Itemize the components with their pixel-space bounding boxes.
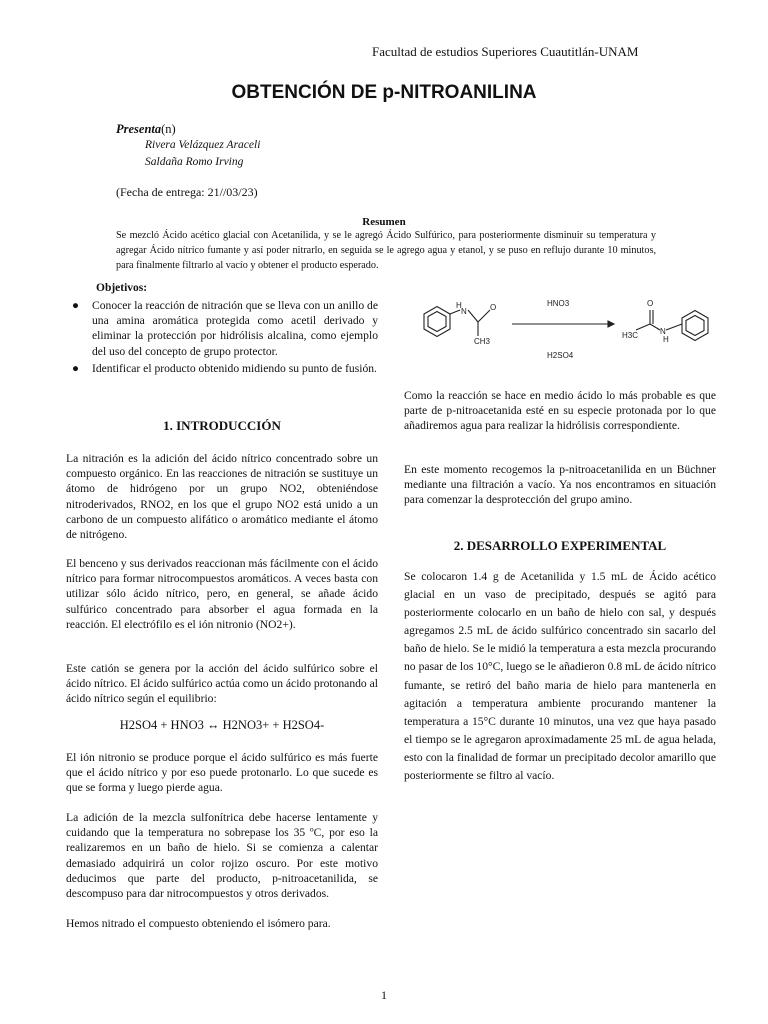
bullet-icon: ● [72,299,80,312]
institution-header: Facultad de estudios Superiores Cuautitlán-UNAM [372,44,639,59]
intro-paragraph-5: La adición de la mezcla sulfonítrica debe hacerse lentamente y cuidando que la temperatura no sobrepase los 35 ºC, por eso la realizaremos en un baño de hielo. Si se comienza a calentar demasiado adquirirá un color rojizo oscuro. Por este motivo deducimos que parte del producto, p-nitroacetanilida, se descompuso para dar nitrocompuestos y otros derivados. [66,811,378,901]
bullet-icon: ● [72,361,80,375]
objective-item: ● Identificar el producto obtenido midiendo su punto de fusión. [72,361,377,375]
intro-paragraph-3: Este catión se genera por la acción del ácido sulfúrico sobre el ácido nítrico. El ácido sulfúrico actúa como un ácido protonando al ácido nítrico según el equilibrio: [66,662,378,706]
reagent-top: HNO3 [547,299,570,308]
objectives-list [66,298,378,378]
intro-paragraph-4: El ión nitronio se produce porque el ácido sulfúrico es más fuerte que el ácido nítrico y por eso puede protonarlo. Lo que sucede es que se forma y luego pierde agua. [66,751,378,795]
section2-text: Se colocaron 1.4 g de Acetanilida y 1.5 mL de Ácido acético glacial en un vaso de precipitado, después se agitó para posteriormente colocarlo en un baño de hielo con sal, y después agregamos 2.5 mL de ácido sulfúrico concentrado sin sacarlo del baño de hielo. Se le midió la temperatura a esta mezcla procurando no pasar de los 10°C, luego se le añadieron 0.8 mL de ácido nítrico fumante, se retiró del baño maria de hielo para mantenerla en agitación a temperatura ambiente procurando mantener la temperatura a 15°C durante 10 minutos, una vez que haya pasado el tiempo se le agregaron aproximadamente 25 mL de agua helada, esto con la finalidad de formar un precipitado decolor amarillo que posteriormente se filtro al vacío. [404,570,716,783]
benzene-ring-left-inner [428,312,446,332]
section2-heading: 2. DESARROLLO EXPERIMENTAL [453,538,667,553]
reagent-bottom: H2SO4 [547,351,574,360]
author-2: Saldaña Romo Irving [145,156,244,168]
label-h3c-right: H3C [622,331,639,340]
label-o-left: O [490,303,497,312]
right-paragraph-1: Como la reacción se hace en medio ácido lo más probable es que parte de p-nitroacetanida esté en su especie protonada por lo que añadiremos agua para realizar la hidrólisis correspondiente. [404,389,716,433]
objectives-heading: Objetivos: [96,282,148,294]
page-title: OBTENCIÓN DE p-NITROANILINA [231,82,537,103]
author-1: Rivera Velázquez Araceli [145,139,261,151]
intro-paragraph-1: La nitración es la adición del ácido nítrico concentrado sobre un compuesto orgánico. En las reacciones de nitración se sustituye un átomo de hidrógeno por un grupo NO2, obteniéndose nitroderivados, RNO2, en los que el grupo NO2 está unido a un carbono de un compuesto alifático o aromático mediante el átomo de nitrógeno. [66,452,378,542]
label-n-right: N [660,327,666,336]
label-n-left: N [461,307,467,316]
right-paragraph-2: En este momento recogemos la p-nitroacetanilida en un Büchner mediante una filtración a vacío. Ya nos encontramos en situación para comenzar la desprotección del grupo amino. [404,463,716,507]
benzene-ring-right-inner [686,316,704,336]
label-o-right: O [647,299,654,308]
arrow-head [608,321,614,327]
equilibrium-equation: H2SO4 + HNO3 ↔ H2NO3+ + H2SO4- [119,718,325,732]
intro-paragraph-6: Hemos nitrado el compuesto obteniendo el isómero para. [66,917,331,930]
abstract-heading: Resumen [362,216,406,228]
delivery-date: (Fecha de entrega: 21//03/23) [116,185,258,199]
page-number: 1 [381,988,387,1002]
reaction-scheme [404,290,716,380]
intro-heading: 1. INTRODUCCIÓN [163,418,281,433]
presenta-line [116,122,176,137]
presenta-label: Presenta [116,122,162,136]
abstract-text: Se mezcló Ácido acético glacial con Acetanilida, y se le agregó Ácido Sulfúrico, para posteriormente disminuir su temperatura y agregar Ácido nítrico fumante y así poder nitrarlo, en seguida se le agrego agua y etanol, y se puso en reflujo durante 10 minutos, para finalmente filtrarlo al vacío y obtener el producto esperado. [116,230,656,271]
label-h-right: H [663,335,669,344]
label-h-left: H [456,301,462,310]
intro-paragraph-2: El benceno y sus derivados reaccionan más fácilmente con el ácido nítrico para formar nitrocompuestos aromáticos. A veces basta con utilizar sólo ácido nítrico, pero, en general, se añade ácido sulfúrico concentrado para absorber el agua formada en la reacción. El electrófilo es el ión nitronio (NO2+). [66,557,378,631]
label-ch3-left: CH3 [474,337,491,346]
presenta-suffix: (n) [161,122,176,136]
objective-item: ● Conocer la reacción de nitración que se lleva con un anillo de una amina aromática protegida como acetil derivado y eliminar la protección por hidrólisis alcalina, como ejemplo del uso del concepto de grupo protector. [72,299,378,358]
